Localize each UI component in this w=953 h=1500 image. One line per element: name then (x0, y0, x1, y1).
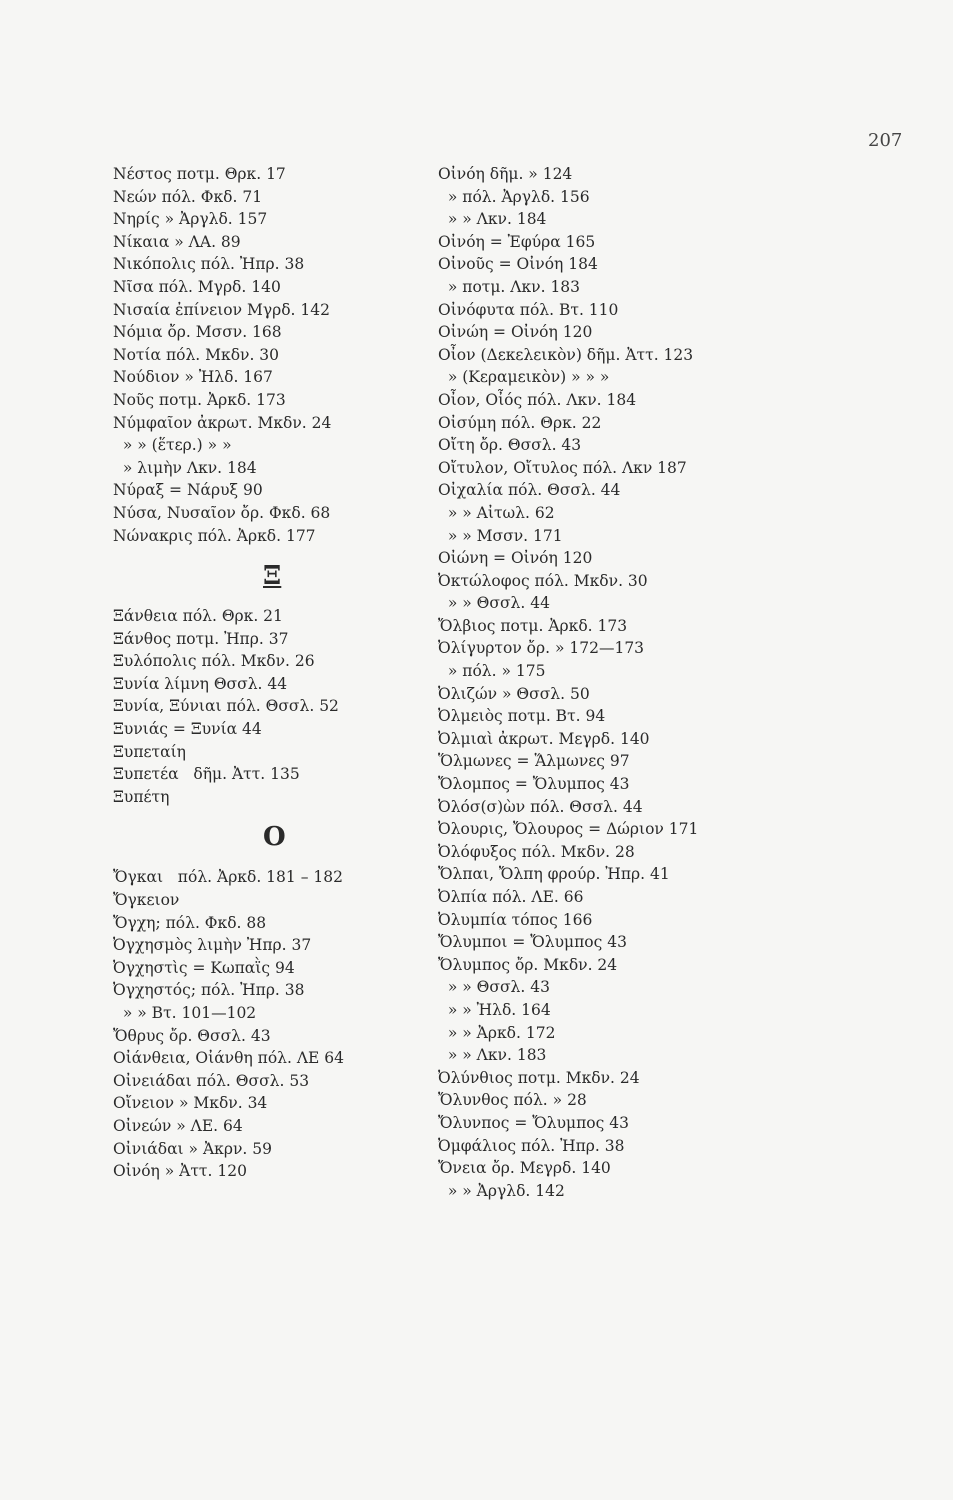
index-entry: Ξυνία λίμνη Θσσλ. 44 (113, 674, 288, 693)
index-entry: Νικόπολις πόλ. Ἠπρ. 38 (113, 255, 305, 274)
index-entry: Νύσα, Νυσαῖον ὄρ. Φκδ. 68 (113, 503, 331, 522)
index-entry: » » Αἰτωλ. 62 (438, 503, 555, 522)
index-entry: » πόλ. » 175 (438, 662, 546, 681)
brace-group (113, 741, 453, 809)
index-entry: Οἰνεών » ΛΕ. 64 (113, 1116, 243, 1135)
index-entry: Οἰνιάδαι » Ἀκρν. 59 (113, 1139, 272, 1158)
index-entry: » λιμὴν Λκν. 184 (113, 458, 257, 477)
index-entry: Νούδιον » Ἠλδ. 167 (113, 368, 273, 387)
index-entry: Ὀλίγυρτον ὄρ. » 172—173 (438, 639, 645, 658)
index-entry: Ὀμφάλιος πόλ. Ἠπρ. 38 (438, 1136, 625, 1155)
index-entry: Οἰνοῦς = Οἰνόη 184 (438, 255, 598, 274)
index-entry: Ὀγχηστός; πόλ. Ἠπρ. 38 (113, 981, 305, 1000)
index-entry: Ὄγχη; πόλ. Φκδ. 88 (113, 913, 267, 932)
index-entry: Νίκαια » ΛΑ. 89 (113, 232, 241, 251)
index-entry: Ὀλόσ(σ)ὼν πόλ. Θσσλ. 44 (438, 797, 643, 816)
index-entry: Ὀλμιαὶ ἀκρωτ. Μεγρδ. 140 (438, 729, 650, 748)
index-entry: Ὀγχηστὶς = Κωπαῒς 94 (113, 958, 295, 977)
index-entry: Νοτία πόλ. Μκδν. 30 (113, 345, 280, 364)
index-entry: » » Μσσν. 171 (438, 526, 563, 545)
entries-o (113, 866, 453, 1182)
index-entry: Νύμφαῖον ἀκρωτ. Μκδν. 24 (113, 413, 332, 432)
index-entry: » » Λκν. 184 (438, 210, 547, 229)
index-entry: » » Ἀρκδ. 172 (438, 1023, 556, 1042)
index-entry: Ὄνεια ὄρ. Μεγρδ. 140 (438, 1159, 611, 1178)
index-entry: Οἴτυλον, Οἴτυλος πόλ. Λκν 187 (438, 458, 687, 477)
section-heading-xi: Ξ (263, 561, 282, 592)
index-entry: Ὄλβιος ποτμ. Ἀρκδ. 173 (438, 616, 628, 635)
index-entry: Νῖσα πόλ. Μγρδ. 140 (113, 277, 281, 296)
entries-xi (113, 605, 453, 808)
index-entry: Νόμια ὄρ. Μσσν. 168 (113, 323, 282, 342)
index-entry: Ὄλυνπος = Ὄλυμπος 43 (438, 1113, 629, 1132)
index-entry: Οἰνόφυτα πόλ. Βτ. 110 (438, 300, 619, 319)
index-entry: » » Ἀργλδ. 142 (438, 1181, 565, 1200)
index-entry: » » Λκν. 183 (438, 1046, 547, 1065)
index-entry: Ὀλπία πόλ. ΛΕ. 66 (438, 888, 584, 906)
index-entry: Ξυπεταίη (113, 742, 186, 761)
index-entry: Ὄθρυς ὄρ. Θσσλ. 43 (113, 1026, 271, 1045)
index-entry: Ὄγκειον (113, 891, 180, 910)
index-entry: Ὀλυμπία τόπος 166 (438, 910, 593, 929)
index-entry: Νύραξ = Νάρυξ 90 (113, 481, 263, 500)
entries-n (113, 163, 453, 547)
index-entry: Οἰνόη δῆμ. » 124 (438, 165, 573, 183)
index-entry: Νηρίς » Ἀργλδ. 157 (113, 210, 268, 229)
index-entry: Οἰώνη = Οἰνόη 120 (438, 549, 593, 568)
index-entry: Οἰχαλία πόλ. Θσσλ. 44 (438, 481, 621, 500)
index-entry: Ὄγκαι πόλ. Ἀρκδ. 181 – 182 (113, 868, 343, 887)
index-entry: Νεών πόλ. Φκδ. 71 (113, 187, 263, 206)
index-entry: Νέστος ποτμ. Θρκ. 17 (113, 165, 286, 183)
index-entry: Ὄλομπος = Ὄλυμπος 43 (438, 775, 630, 794)
index-entry: Ξυπετέα δῆμ. Ἀττ. 135 (113, 765, 300, 784)
index-entry: Ξάνθεια πόλ. Θρκ. 21 (113, 607, 283, 626)
index-entry: Ξυλόπολις πόλ. Μκδν. 26 (113, 652, 315, 671)
section-heading-o: Ο (263, 822, 286, 853)
index-entry: Ὀκτώλοφος πόλ. Μκδν. 30 (438, 571, 648, 590)
index-entry: Οἶον (Δεκελεικὸν) δῆμ. Ἀττ. 123 (438, 345, 694, 364)
index-entry: Οἴνειον » Μκδν. 34 (113, 1094, 268, 1113)
index-entry: Ὀλουρις, Ὄλουρος = Δώριον 171 (438, 820, 699, 839)
index-entry: » ποτμ. Λκν. 183 (438, 277, 581, 296)
left-column (113, 163, 453, 1183)
index-entry: Ὄλυνθος πόλ. » 28 (438, 1091, 587, 1110)
index-entry: Νώνακρις πόλ. Ἀρκδ. 177 (113, 526, 316, 545)
index-entry: Οἰσύμη πόλ. Θρκ. 22 (438, 413, 602, 432)
index-entry: Ὀλύνθιος ποτμ. Μκδν. 24 (438, 1068, 640, 1087)
index-entry: » πόλ. Ἀργλδ. 156 (438, 187, 590, 206)
index-entry: » » Θσσλ. 43 (438, 978, 550, 997)
index-entry: » (Κεραμεικὸν) » » » (438, 368, 610, 387)
index-entry: Ὀλμειὸς ποτμ. Βτ. 94 (438, 707, 606, 726)
right-column (438, 163, 798, 1202)
index-entry: » » (ἕτερ.) » » (113, 436, 232, 455)
index-entry: Ὄλυμποι = Ὄλυμπος 43 (438, 933, 627, 952)
index-entry: Ξυνιάς = Ξυνία 44 (113, 720, 262, 739)
index-entry: Ὄλυμπος ὄρ. Μκδν. 24 (438, 955, 618, 974)
index-entry: Ὄλπαι, Ὄλπη φρούρ. Ἠπρ. 41 (438, 865, 670, 884)
index-entry: Οἰνόη = Ἐφύρα 165 (438, 232, 596, 251)
index-entry: Οἴτη ὄρ. Θσσλ. 43 (438, 436, 582, 455)
index-entry: Οἰνόη » Ἀττ. 120 (113, 1162, 247, 1181)
index-entry: Οἰνειάδαι πόλ. Θσσλ. 53 (113, 1071, 310, 1090)
index-entry: Ὀλιζών » Θσσλ. 50 (438, 684, 590, 703)
index-entry: Ξυπέτη (113, 787, 170, 806)
index-entry: Ὀλόφυξος πόλ. Μκδν. 28 (438, 842, 635, 861)
index-entry: Οἰάνθεια, Οἰάνθη πόλ. ΛΕ 64 (113, 1049, 345, 1068)
index-entry: Ὅλμωνες = Ἅλμωνες 97 (438, 752, 630, 771)
index-entry: Οἶον, Οἶός πόλ. Λκν. 184 (438, 390, 637, 409)
index-entry: Ὀγχησμὸς λιμὴν Ἠπρ. 37 (113, 936, 312, 955)
index-entry: » » Βτ. 101—102 (113, 1004, 257, 1022)
index-entry: Ξάνθος ποτμ. Ἠπρ. 37 (113, 629, 289, 648)
index-entry: » » Ἠλδ. 164 (438, 1000, 551, 1019)
index-entry: Νοῦς ποτμ. Ἀρκδ. 173 (113, 390, 286, 409)
index-entry: » » Θσσλ. 44 (438, 594, 550, 613)
page-number: 207 (868, 130, 903, 151)
index-entry: Ξυνία, Ξύνιαι πόλ. Θσσλ. 52 (113, 697, 339, 716)
index-entry: Οἰνώη = Οἰνόη 120 (438, 323, 593, 342)
index-entry: Νισαία ἐπίνειον Μγρδ. 142 (113, 300, 330, 319)
